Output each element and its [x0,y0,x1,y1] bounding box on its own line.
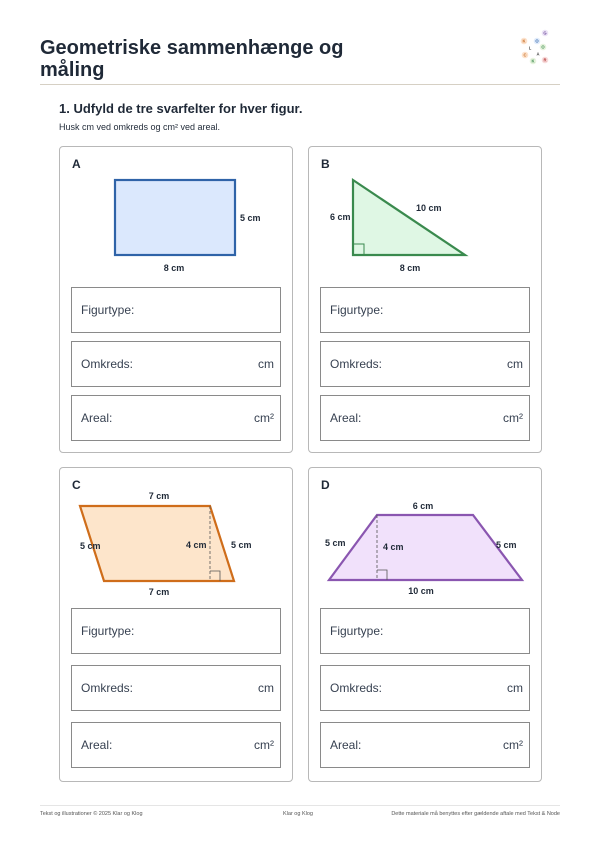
figure-b-letter: B [321,157,330,171]
areal-field[interactable] [320,395,530,441]
svg-text:K: K [531,58,535,64]
trapezoid-bottom-label: 10 cm [408,586,434,596]
parallelogram-top-label: 7 cm [148,491,170,501]
trapezoid-right-label: 5 cm [496,540,517,550]
rectangle-figure [60,147,294,282]
svg-text:O: O [541,44,545,50]
omkreds-field[interactable] [320,665,530,711]
figure-c-letter: C [72,478,81,492]
areal-label: Areal: [81,738,113,752]
areal-unit: cm² [503,738,523,752]
card-figure-a [59,146,293,453]
card-figure-d [308,467,542,782]
figurtype-field[interactable] [320,608,530,654]
parallelogram-shape [80,506,234,581]
svg-text:A: A [536,51,540,57]
omkreds-label: Omkreds: [81,681,134,695]
trapezoid-shape [329,515,522,580]
omkreds-field[interactable] [71,665,281,711]
areal-unit: cm² [503,411,523,425]
omkreds-label: Omkreds: [330,681,383,695]
svg-text:G: G [543,30,547,36]
figurtype-field[interactable] [71,608,281,654]
question-hint: Husk cm ved omkreds og cm² ved areal. [59,122,221,132]
areal-field[interactable] [320,722,530,768]
footer-brand: Klar og Klog [283,811,313,817]
areal-label: Areal: [330,738,362,752]
svg-text:O: O [535,38,539,44]
omkreds-field[interactable] [320,341,530,387]
card-figure-b [308,146,542,453]
omkreds-unit: cm [258,357,274,371]
figurtype-label: Figurtype: [81,624,135,638]
areal-label: Areal: [81,411,113,425]
areal-field[interactable] [71,722,281,768]
parallelogram-figure [60,468,294,603]
areal-field[interactable] [71,395,281,441]
svg-text:R: R [543,57,547,63]
parallelogram-left-label: 5 cm [80,541,101,551]
rectangle-height-label: 5 cm [240,213,261,223]
card-figure-c [59,467,293,782]
question-heading: 1. Udfyld de tre svarfelter for hver figur. [59,101,303,116]
page-title: Geometriske sammenhænge og måling [40,37,344,81]
trapezoid-height-label: 4 cm [383,542,404,552]
parallelogram-height-label: 4 cm [186,540,207,550]
omkreds-unit: cm [507,357,523,371]
omkreds-label: Omkreds: [81,357,134,371]
omkreds-unit: cm [507,681,523,695]
figure-d-letter: D [321,478,330,492]
footer-copyright: Tekst og illustrationer © 2025 Klar og Klog [40,811,143,817]
svg-text:C: C [523,52,527,58]
figurtype-label: Figurtype: [81,303,135,317]
triangle-base-label: 8 cm [399,263,421,273]
parallelogram-right-label: 5 cm [231,540,252,550]
triangle-figure [309,147,543,282]
footer-license: Dette materiale må benyttes efter gældende aftale med Tekst & Node [391,811,560,817]
trapezoid-top-label: 6 cm [412,501,434,511]
rectangle-width-label: 8 cm [163,263,185,273]
figure-a-letter: A [72,157,81,171]
triangle-leg-label: 6 cm [330,212,351,222]
trapezoid-figure [309,468,543,603]
omkreds-label: Omkreds: [330,357,383,371]
omkreds-unit: cm [258,681,274,695]
footer-divider [40,805,560,806]
triangle-shape [353,180,465,255]
figurtype-label: Figurtype: [330,624,384,638]
areal-unit: cm² [254,738,274,752]
rectangle-shape [115,180,235,255]
triangle-hypotenuse-label: 10 cm [416,203,442,213]
parallelogram-bottom-label: 7 cm [148,587,170,597]
figurtype-field[interactable] [320,287,530,333]
svg-text:K: K [522,38,526,44]
omkreds-field[interactable] [71,341,281,387]
trapezoid-left-label: 5 cm [325,538,346,548]
svg-text:L: L [528,45,532,51]
areal-unit: cm² [254,411,274,425]
brand-logo [516,28,556,66]
figurtype-label: Figurtype: [330,303,384,317]
header-divider [40,84,560,85]
areal-label: Areal: [330,411,362,425]
figurtype-field[interactable] [71,287,281,333]
